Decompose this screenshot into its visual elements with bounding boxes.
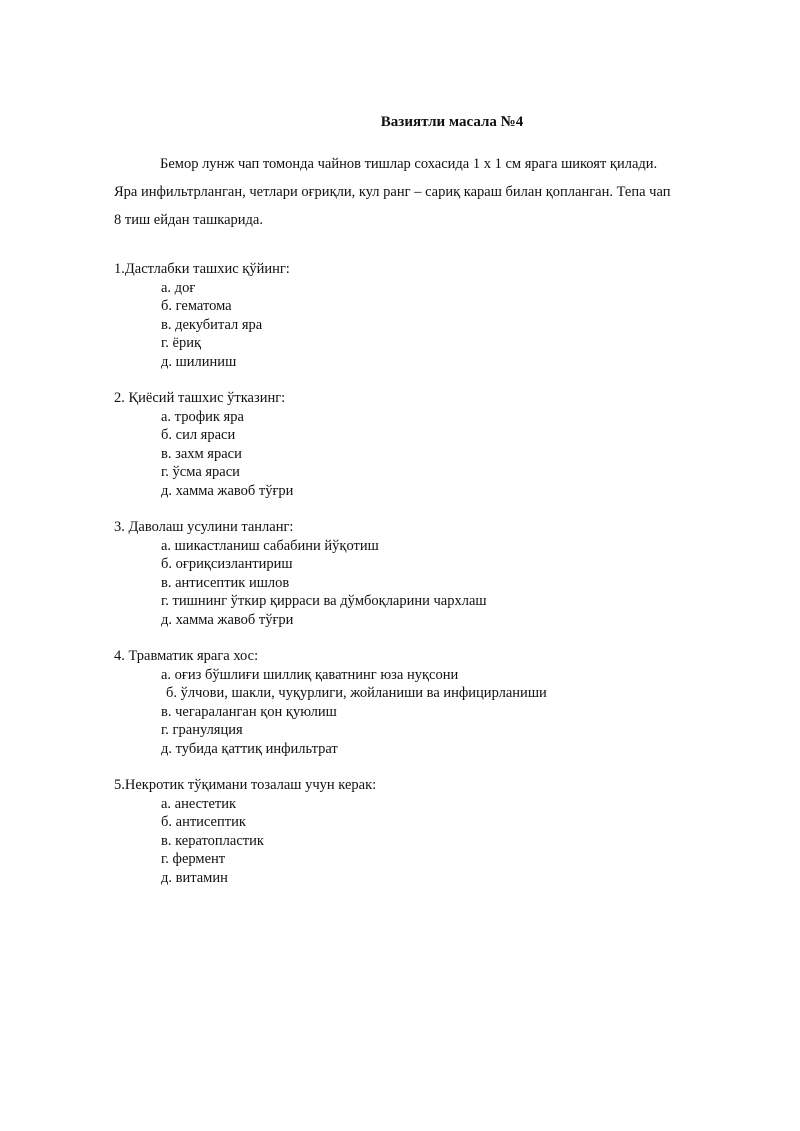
option-item: а. шикастланиш сабабини йўқотиш [161, 537, 379, 554]
option-item: а. трофик яра [161, 408, 244, 425]
question-list [114, 260, 754, 905]
page-title: Вазиятли масала №4 [380, 114, 524, 130]
case-description [114, 150, 744, 234]
question-text: 2. Қиёсий ташхис ўтказинг: [114, 390, 286, 406]
option-item: г. ёриқ [161, 335, 202, 351]
case-line-3: 8 тиш ейдан ташкарида. [114, 212, 263, 228]
option-item: г. грануляция [161, 722, 243, 738]
question-2 [114, 389, 754, 500]
question-text: 3. Даволаш усулини танланг: [114, 519, 294, 535]
option-item: б. оғриқсизлантириш [161, 556, 293, 572]
option-item: б. ўлчови, шакли, чуқурлиги, жойланиши ва инфицирланиши [166, 685, 547, 701]
option-item: в. захм яраси [161, 445, 242, 462]
option-item: в. кератопластик [161, 832, 264, 849]
question-4 [114, 647, 754, 758]
option-item: г. тишнинг ўткир қирраси ва дўмбоқларини чархлаш [161, 593, 487, 609]
option-item: б. сил яраси [161, 427, 236, 443]
option-item: в. декубитал яра [161, 316, 263, 333]
question-1 [114, 260, 754, 371]
question-3 [114, 518, 754, 629]
option-item: д. витамин [161, 869, 228, 886]
option-item: а. оғиз бўшлиғи шиллиқ қаватнинг юза нуқсони [161, 666, 459, 683]
option-item: г. ўсма яраси [161, 464, 240, 480]
option-item: д. шилиниш [161, 353, 237, 370]
option-list [114, 795, 754, 888]
question-text: 4. Травматик ярага хос: [114, 648, 259, 664]
option-item: б. гематома [161, 298, 232, 314]
option-list [114, 666, 754, 759]
question-text: 5.Некротик тўқимани тозалаш учун керак: [114, 777, 377, 793]
question-5 [114, 776, 754, 887]
option-item: г. фермент [161, 851, 226, 867]
option-item: в. антисептик ишлов [161, 574, 290, 591]
option-list [114, 408, 754, 501]
case-line-2: Яра инфильтрланган, четлари оғриқли, кул ранг – сариқ караш билан қопланган. Тепа чап [114, 184, 671, 200]
option-item: д. хамма жавоб тўғри [161, 482, 294, 499]
option-list [114, 537, 754, 630]
question-text: 1.Дастлабки ташхис қўйинг: [114, 261, 290, 277]
option-item: д. тубида қаттиқ инфильтрат [161, 740, 338, 757]
option-item: б. антисептик [161, 814, 246, 830]
option-item: в. чегараланган қон қуюлиш [161, 703, 337, 720]
case-line-1: Бемор лунж чап томонда чайнов тишлар сохасида 1 х 1 см ярага шикоят қилади. [160, 156, 658, 172]
option-item: а. анестетик [161, 795, 237, 812]
option-list [114, 279, 754, 372]
option-item: д. хамма жавоб тўғри [161, 611, 294, 628]
option-item: а. доғ [161, 279, 196, 296]
